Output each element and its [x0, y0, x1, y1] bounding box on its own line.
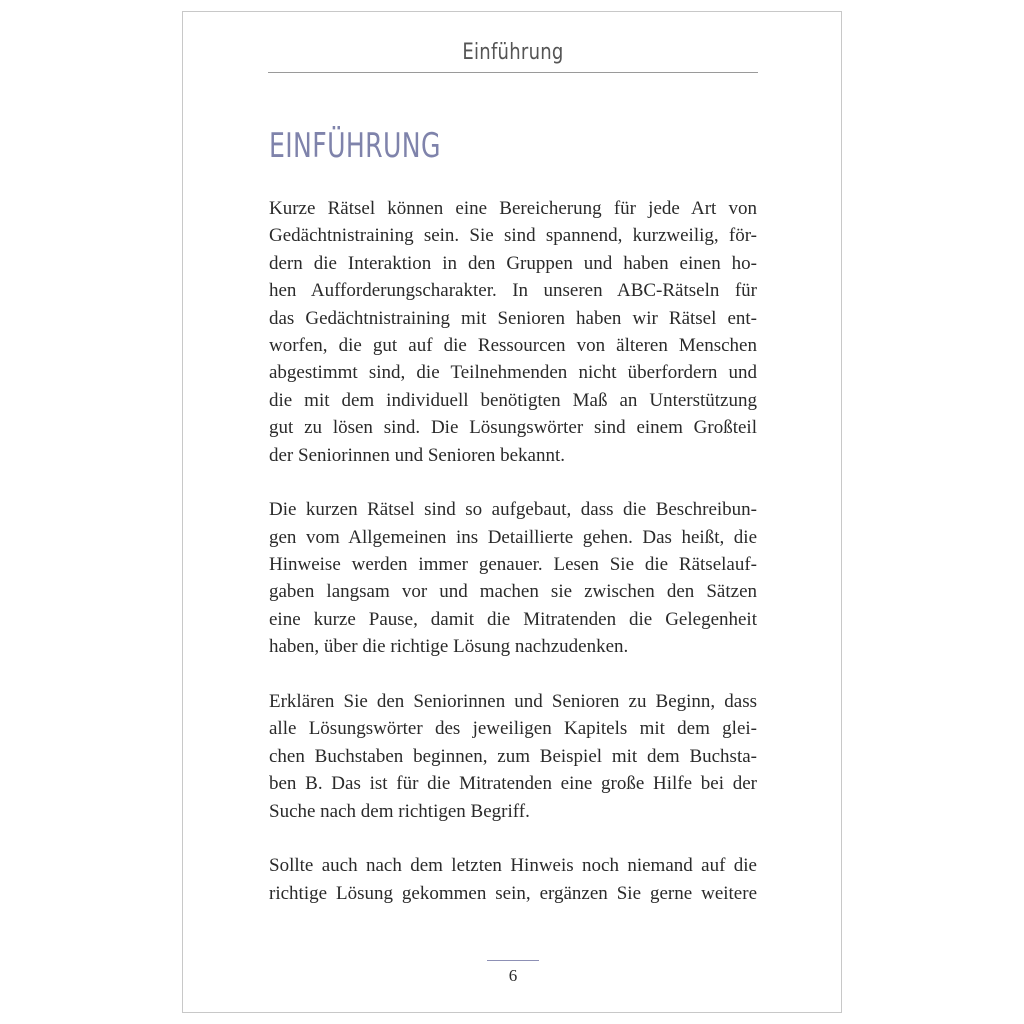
- text-line: Suche nach dem richtigen Begriff.: [269, 800, 530, 822]
- paragraph-3: [269, 688, 757, 825]
- paragraph-4: [269, 852, 757, 907]
- text-line: hen Aufforderungscharakter. In unseren ABC-Rätseln für: [269, 280, 757, 302]
- page-number: 6: [508, 966, 518, 985]
- header-rule: [268, 72, 758, 73]
- body-text: [269, 195, 757, 935]
- text-line: worfen, die gut auf die Ressourcen von älteren Menschen: [269, 334, 757, 356]
- text-line: dern die Interaktion in den Gruppen und haben einen ho-: [269, 252, 757, 274]
- text-line: gen vom Allgemeinen ins Detaillierte gehen. Das heißt, die: [269, 526, 757, 548]
- text-line: richtige Lösung gekommen sein, ergänzen Sie gerne weitere: [269, 882, 757, 904]
- text-line: der Seniorinnen und Senioren bekannt.: [269, 444, 566, 466]
- book-page: [182, 11, 842, 1013]
- text-line: Sollte auch nach dem letzten Hinweis noch niemand auf die: [269, 855, 757, 877]
- chapter-title: EINFÜHRUNG: [269, 126, 441, 166]
- text-line: chen Buchstaben beginnen, zum Beispiel mit dem Buchsta-: [269, 745, 757, 767]
- running-head: Einführung: [462, 40, 564, 65]
- text-line: Kurze Rätsel können eine Bereicherung für jede Art von: [269, 198, 757, 219]
- paragraph-1: [269, 195, 757, 469]
- text-line: ben B. Das ist für die Mitratenden eine große Hilfe bei der: [269, 773, 757, 795]
- text-line: alle Lösungswörter des jeweiligen Kapitels mit dem glei-: [269, 718, 757, 740]
- text-line: Hinweise werden immer genauer. Lesen Sie die Rätselauf-: [269, 554, 757, 576]
- text-line: eine kurze Pause, damit die Mitratenden die Gelegenheit: [269, 608, 757, 630]
- text-line: das Gedächtnistraining mit Senioren haben wir Rätsel ent-: [269, 307, 757, 329]
- text-line: gaben langsam vor und machen sie zwischen den Sätzen: [269, 581, 757, 603]
- text-line: Gedächtnistraining sein. Sie sind spannend, kurzweilig, för-: [269, 225, 757, 247]
- folio-rule: [487, 960, 539, 961]
- text-line: die mit dem individuell benötigten Maß an Unterstützung: [269, 389, 757, 411]
- text-line: abgestimmt sind, die Teilnehmenden nicht überfordern und: [269, 362, 757, 384]
- text-line: gut zu lösen sind. Die Lösungswörter sind einem Großteil: [269, 417, 757, 439]
- text-line: Die kurzen Rätsel sind so aufgebaut, dass die Beschreibun-: [269, 499, 757, 521]
- text-line: haben, über die richtige Lösung nachzudenken.: [269, 636, 629, 658]
- text-line: Erklären Sie den Seniorinnen und Senioren zu Beginn, dass: [269, 691, 757, 713]
- paragraph-2: [269, 496, 757, 660]
